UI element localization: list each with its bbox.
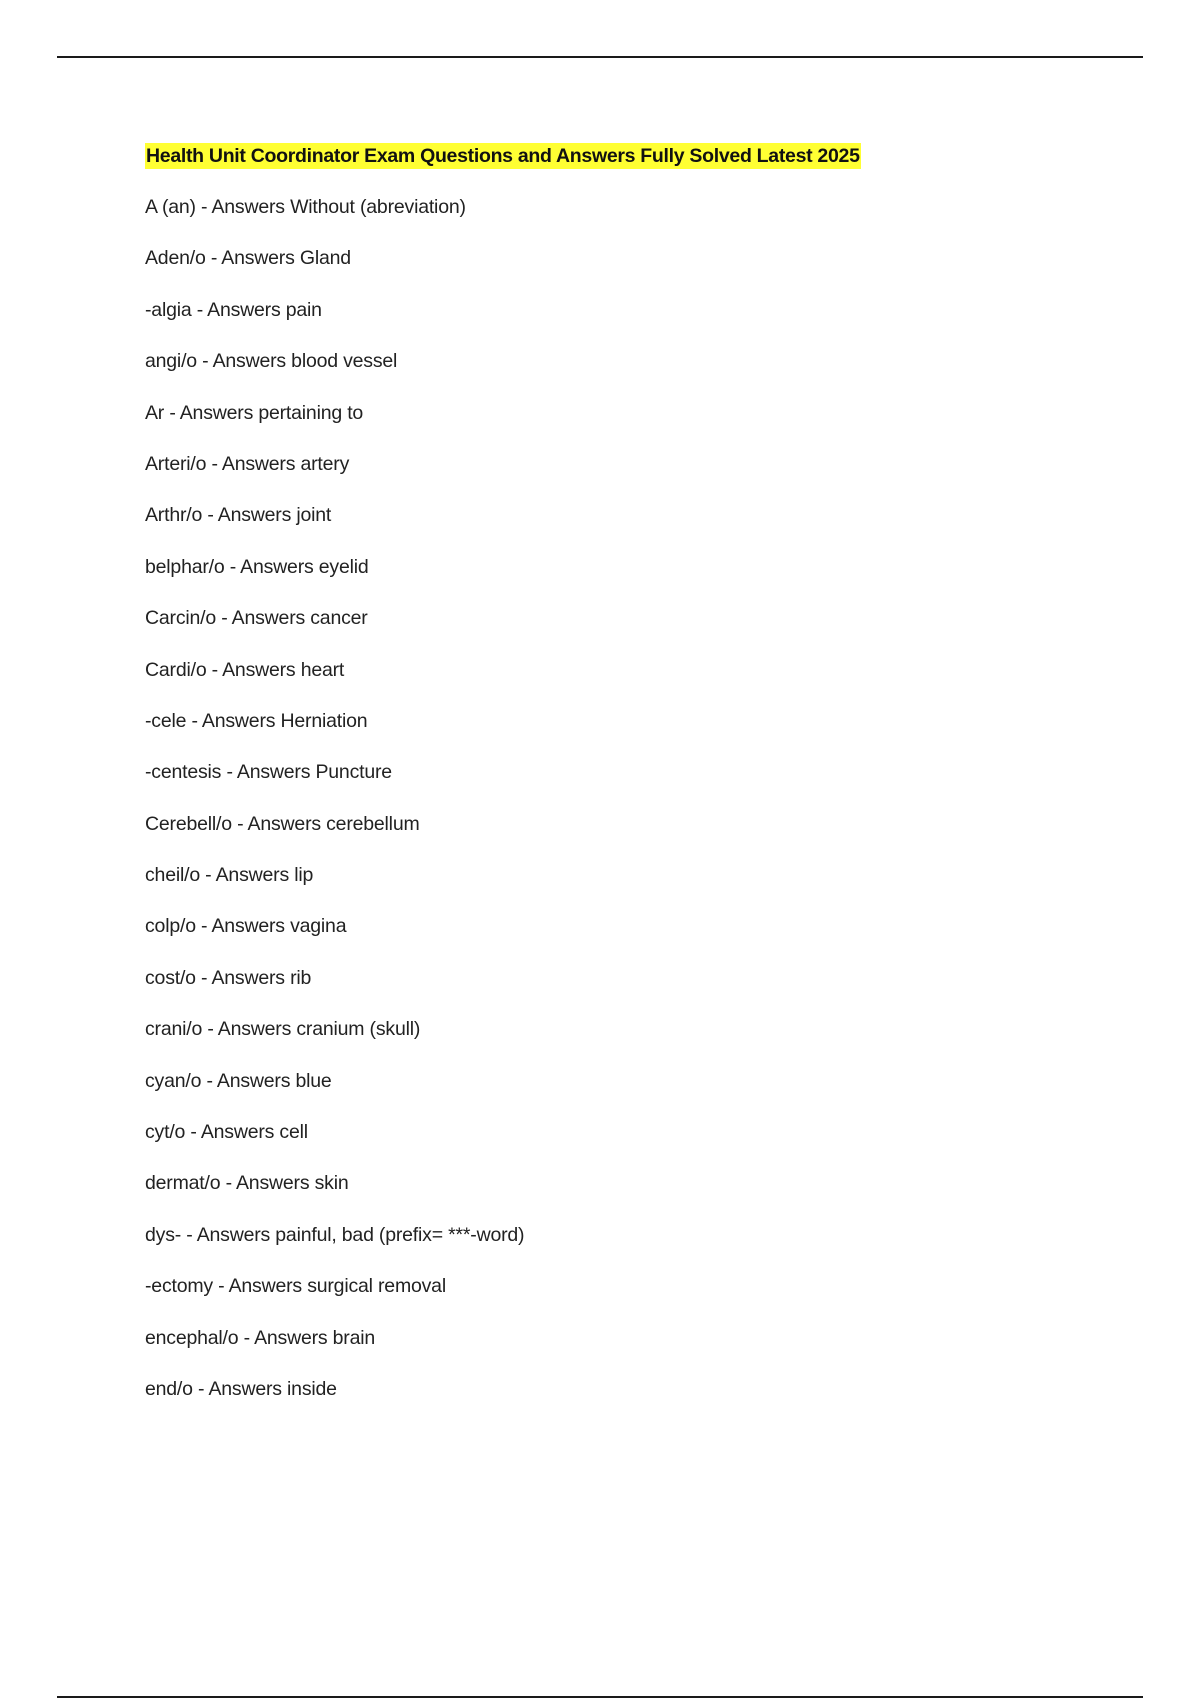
qa-item: cost/o - Answers rib xyxy=(145,966,312,989)
qa-item: angi/o - Answers blood vessel xyxy=(145,350,398,373)
qa-item: Arteri/o - Answers artery xyxy=(145,452,350,475)
qa-item: dys- - Answers painful, bad (prefix= ***-word) xyxy=(145,1223,525,1246)
qa-item: cyt/o - Answers cell xyxy=(145,1121,308,1144)
qa-item: crani/o - Answers cranium (skull) xyxy=(145,1018,421,1041)
qa-item: dermat/o - Answers skin xyxy=(145,1172,349,1195)
qa-item: Carcin/o - Answers cancer xyxy=(145,607,368,630)
qa-item: Cardi/o - Answers heart xyxy=(145,658,345,681)
qa-item: encephal/o - Answers brain xyxy=(145,1326,376,1349)
qa-item: end/o - Answers inside xyxy=(145,1377,337,1400)
document-body xyxy=(145,143,1145,1402)
qa-item: cyan/o - Answers blue xyxy=(145,1069,332,1092)
qa-list xyxy=(145,194,1145,1402)
qa-item: -ectomy - Answers surgical removal xyxy=(145,1275,446,1298)
qa-item: belphar/o - Answers eyelid xyxy=(145,555,369,578)
qa-item: Aden/o - Answers Gland xyxy=(145,247,351,270)
qa-item: -algia - Answers pain xyxy=(145,298,322,321)
top-divider xyxy=(57,56,1143,58)
qa-item: Arthr/o - Answers joint xyxy=(145,504,332,527)
qa-item: -centesis - Answers Puncture xyxy=(145,761,392,784)
qa-item: cheil/o - Answers lip xyxy=(145,864,314,887)
qa-item: Ar - Answers pertaining to xyxy=(145,401,364,424)
qa-item: colp/o - Answers vagina xyxy=(145,915,347,938)
bottom-divider xyxy=(57,1696,1143,1698)
qa-item: -cele - Answers Herniation xyxy=(145,709,368,732)
qa-item: A (an) - Answers Without (abreviation) xyxy=(145,196,466,218)
document-title: Health Unit Coordinator Exam Questions and Answers Fully Solved Latest 2025 xyxy=(146,145,860,167)
qa-item: Cerebell/o - Answers cerebellum xyxy=(145,812,420,835)
